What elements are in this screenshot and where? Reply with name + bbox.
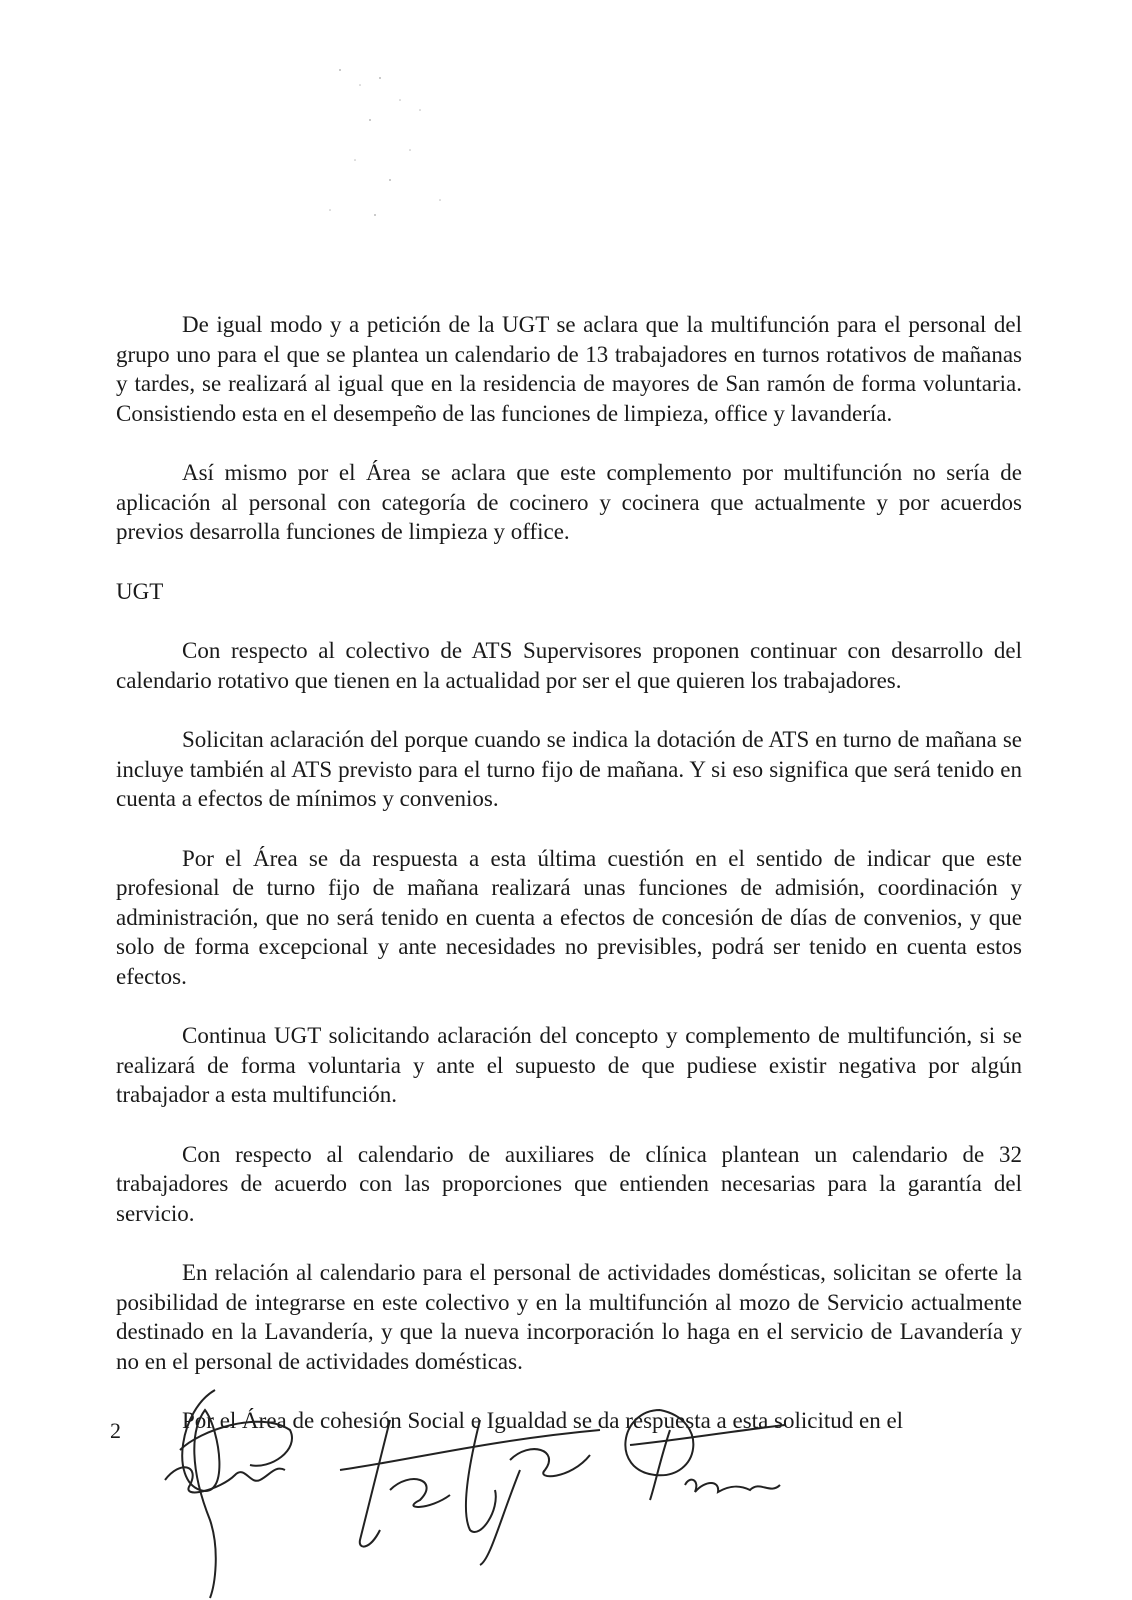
page-number: 2 (110, 1418, 121, 1443)
paragraph-continua-ugt: Continua UGT solicitando aclaración del concepto y complemento de multifunción, si se realizará de forma voluntaria y ante el supuesto de que pudiese existir negativa por algún trabajador a esta multifunción. (116, 1023, 1022, 1107)
paragraph-complemento-multifuncion: Así mismo por el Área se aclara que este complemento por multifunción no sería de aplicación al personal con categoría de cocinero y cocinera que actualmente y por acuerdos previos desarrolla funciones de limpieza y office. (116, 460, 1022, 544)
signature-2 (330, 1400, 620, 1570)
paragraph-auxiliares-clinica: Con respecto al calendario de auxiliares de clínica plantean un calendario de 32 trabajadores de acuerdo con las proporciones que entienden necesarias para la garantía del servicio. (116, 1141, 1022, 1226)
paragraph-actividades-domesticas: En relación al calendario para el personal de actividades domésticas, solicitan se oferte la posibilidad de integrarse en este colectivo y en la multifunción al mozo de Servicio actualmente destinado en la Lavandería, y que la nueva incorporación lo haga en el servicio de Lavandería y no en el personal de actividades domésticas. (116, 1260, 1022, 1374)
paragraph-multifuncion-grupo-uno: De igual modo y a petición de la UGT se aclara que la multifunción para el personal del grupo uno para el que se plantea un calendario de 13 trabajadores en turnos rotativos de mañanas y tardes, se realizará al igual que en la residencia de mayores de San ramón de forma voluntaria. Consistiendo esta en el desempeño de las funciones de limpieza, office y lavandería. (116, 312, 1022, 426)
paragraph-solicitan-aclaracion: Solicitan aclaración del porque cuando se indica la dotación de ATS en turno de mañana se incluye también al ATS previsto para el turno fijo de mañana. Y si eso significa que será tenido en cuenta a efectos de mínimos y convenios. (116, 727, 1022, 811)
scan-noise (300, 40, 500, 240)
paragraph-respuesta-cohesion-social: Por el Área de cohesión Social e Igualdad se da respuesta a esta solicitud en el (182, 1408, 904, 1433)
signature-3 (600, 1400, 790, 1510)
paragraph-respuesta-area: Por el Área se da respuesta a esta última cuestión en el sentido de indicar que este profesional de turno fijo de mañana realizará unas funciones de admisión, coordinación y administración, que no será tenido en cuenta a efectos de concesión de días de convenios, y que solo de forma excepcional y ante necesidades no previsibles, podrá ser tenido en cuenta estos efectos. (116, 845, 1022, 989)
document-body (116, 310, 1022, 1436)
section-heading-ugt: UGT (116, 578, 164, 604)
paragraph-ats-supervisores: Con respecto al colectivo de ATS Supervisores proponen continuar con desarrollo del calendario rotativo que tienen en la actualidad por ser el que quieren los trabajadores. (116, 638, 1022, 693)
signature-1 (160, 1370, 310, 1600)
